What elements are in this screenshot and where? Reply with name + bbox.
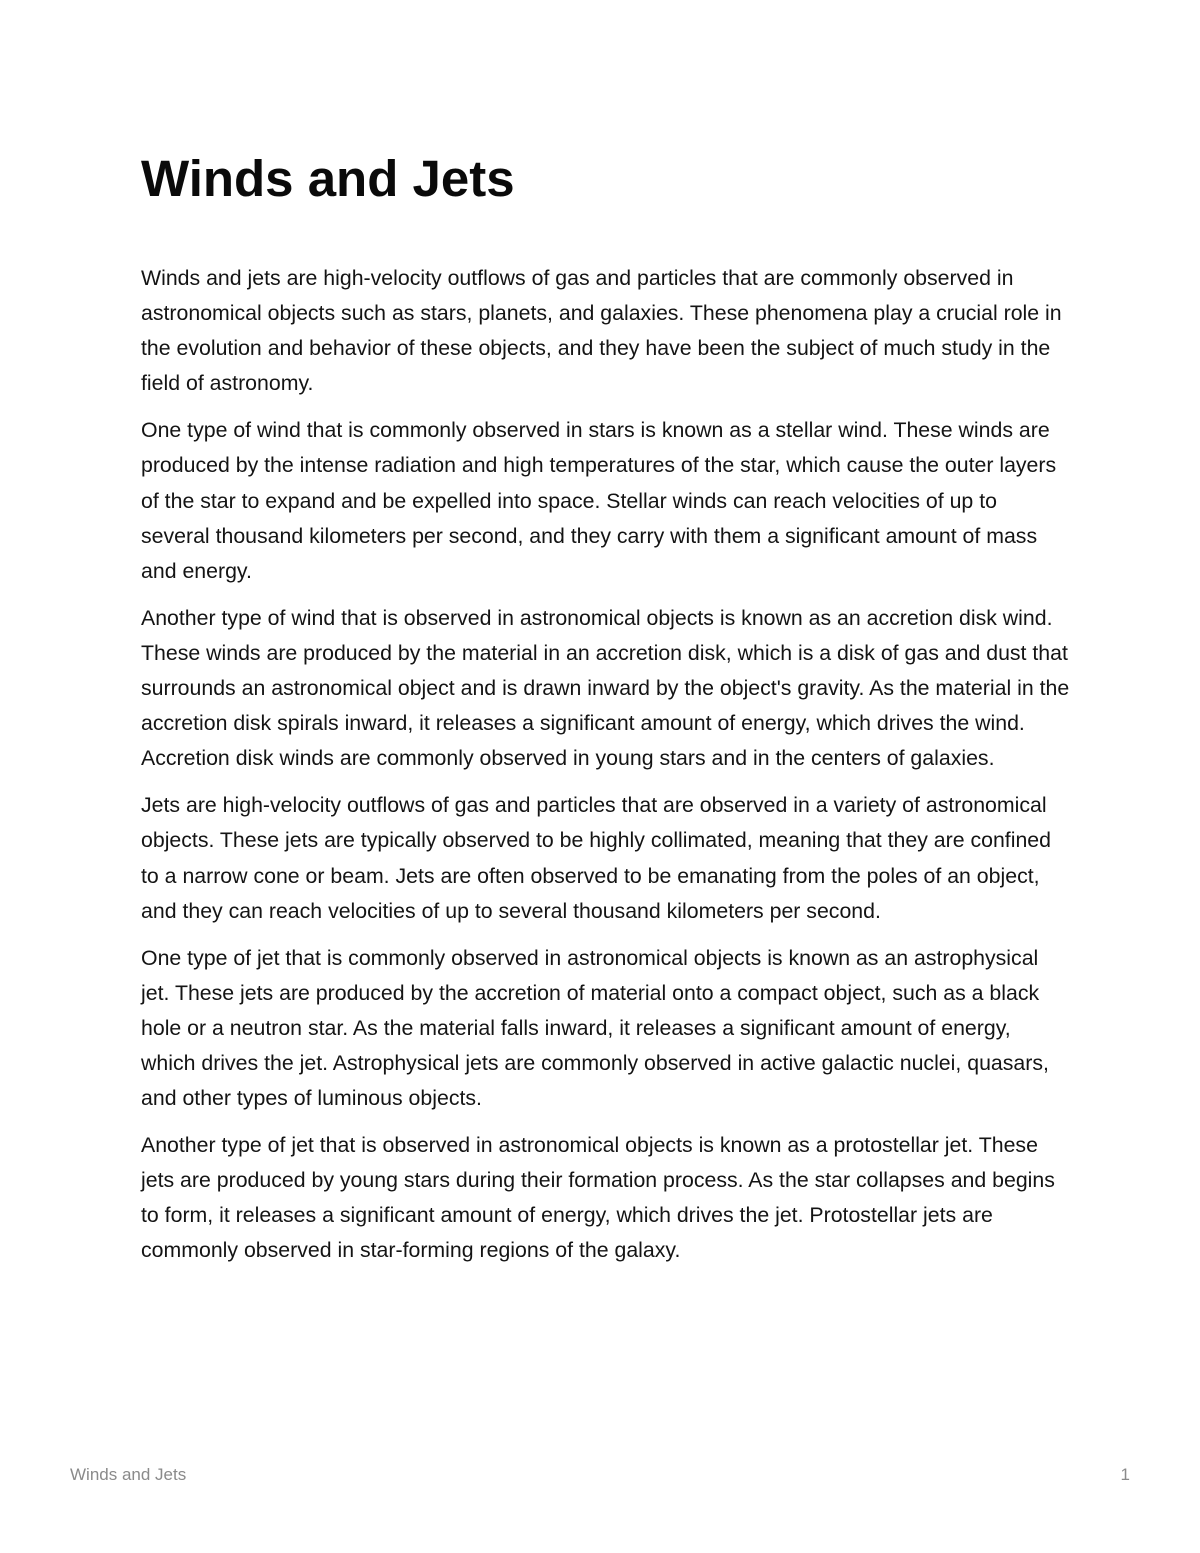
paragraph-intro: Winds and jets are high-velocity outflows of gas and particles that are commonly observed in astronomical objects such as stars, planets, and galaxies. These phenomena play a crucial role in the evolution and behavior of these objects, and they have been the subject of much study in the field of astronomy. <box>141 266 1062 396</box>
paragraph-astrophysical-jet: One type of jet that is commonly observed in astronomical objects is known as an astrophysical jet. These jets are produced by the accretion of material onto a compact object, such as a black hole or a neutron star. As the material falls inward, it releases a significant amount of energy, which drives the jet. Astrophysical jets are commonly observed in active galactic nuclei, quasars, and other types of luminous objects. <box>141 945 1049 1111</box>
footer-title: Winds and Jets <box>70 1465 187 1484</box>
document-title: Winds and Jets <box>141 150 515 207</box>
paragraph-stellar-wind: One type of wind that is commonly observed in stars is known as a stellar wind. These winds are produced by the intense radiation and high temperatures of the star, which cause the outer layers of the star to expand and be expelled into space. Stellar winds can reach velocities of up to several thousand kilometers per second, and they carry with them a significant amount of mass and energy. <box>141 418 1057 583</box>
paragraph-protostellar-jet: Another type of jet that is observed in astronomical objects is known as a protostellar jet. These jets are produced by young stars during their formation process. As the star collapses and begins to form, it releases a significant amount of energy, which drives the jet. Protostellar jets are commonly observed in star-forming regions of the galaxy. <box>141 1133 1055 1263</box>
document-content <box>141 143 1071 1281</box>
paragraph-jets: Jets are high-velocity outflows of gas and particles that are observed in a variety of astronomical objects. These jets are typically observed to be highly collimated, meaning that they are confined to a narrow cone or beam. Jets are often observed to be emanating from the poles of an object, and they can reach velocities of up to several thousand kilometers per second. <box>141 793 1051 923</box>
page-number: 1 <box>1120 1465 1130 1484</box>
paragraph-accretion-disk-wind: Another type of wind that is observed in astronomical objects is known as an accretion disk wind. These winds are produced by the material in an accretion disk, which is a disk of gas and dust that surrounds an astronomical object and is drawn inward by the object's gravity. As the material in the accretion disk spirals inward, it releases a significant amount of energy, which drives the wind. Accretion disk winds are commonly observed in young stars and in the centers of galaxies. <box>141 605 1070 771</box>
